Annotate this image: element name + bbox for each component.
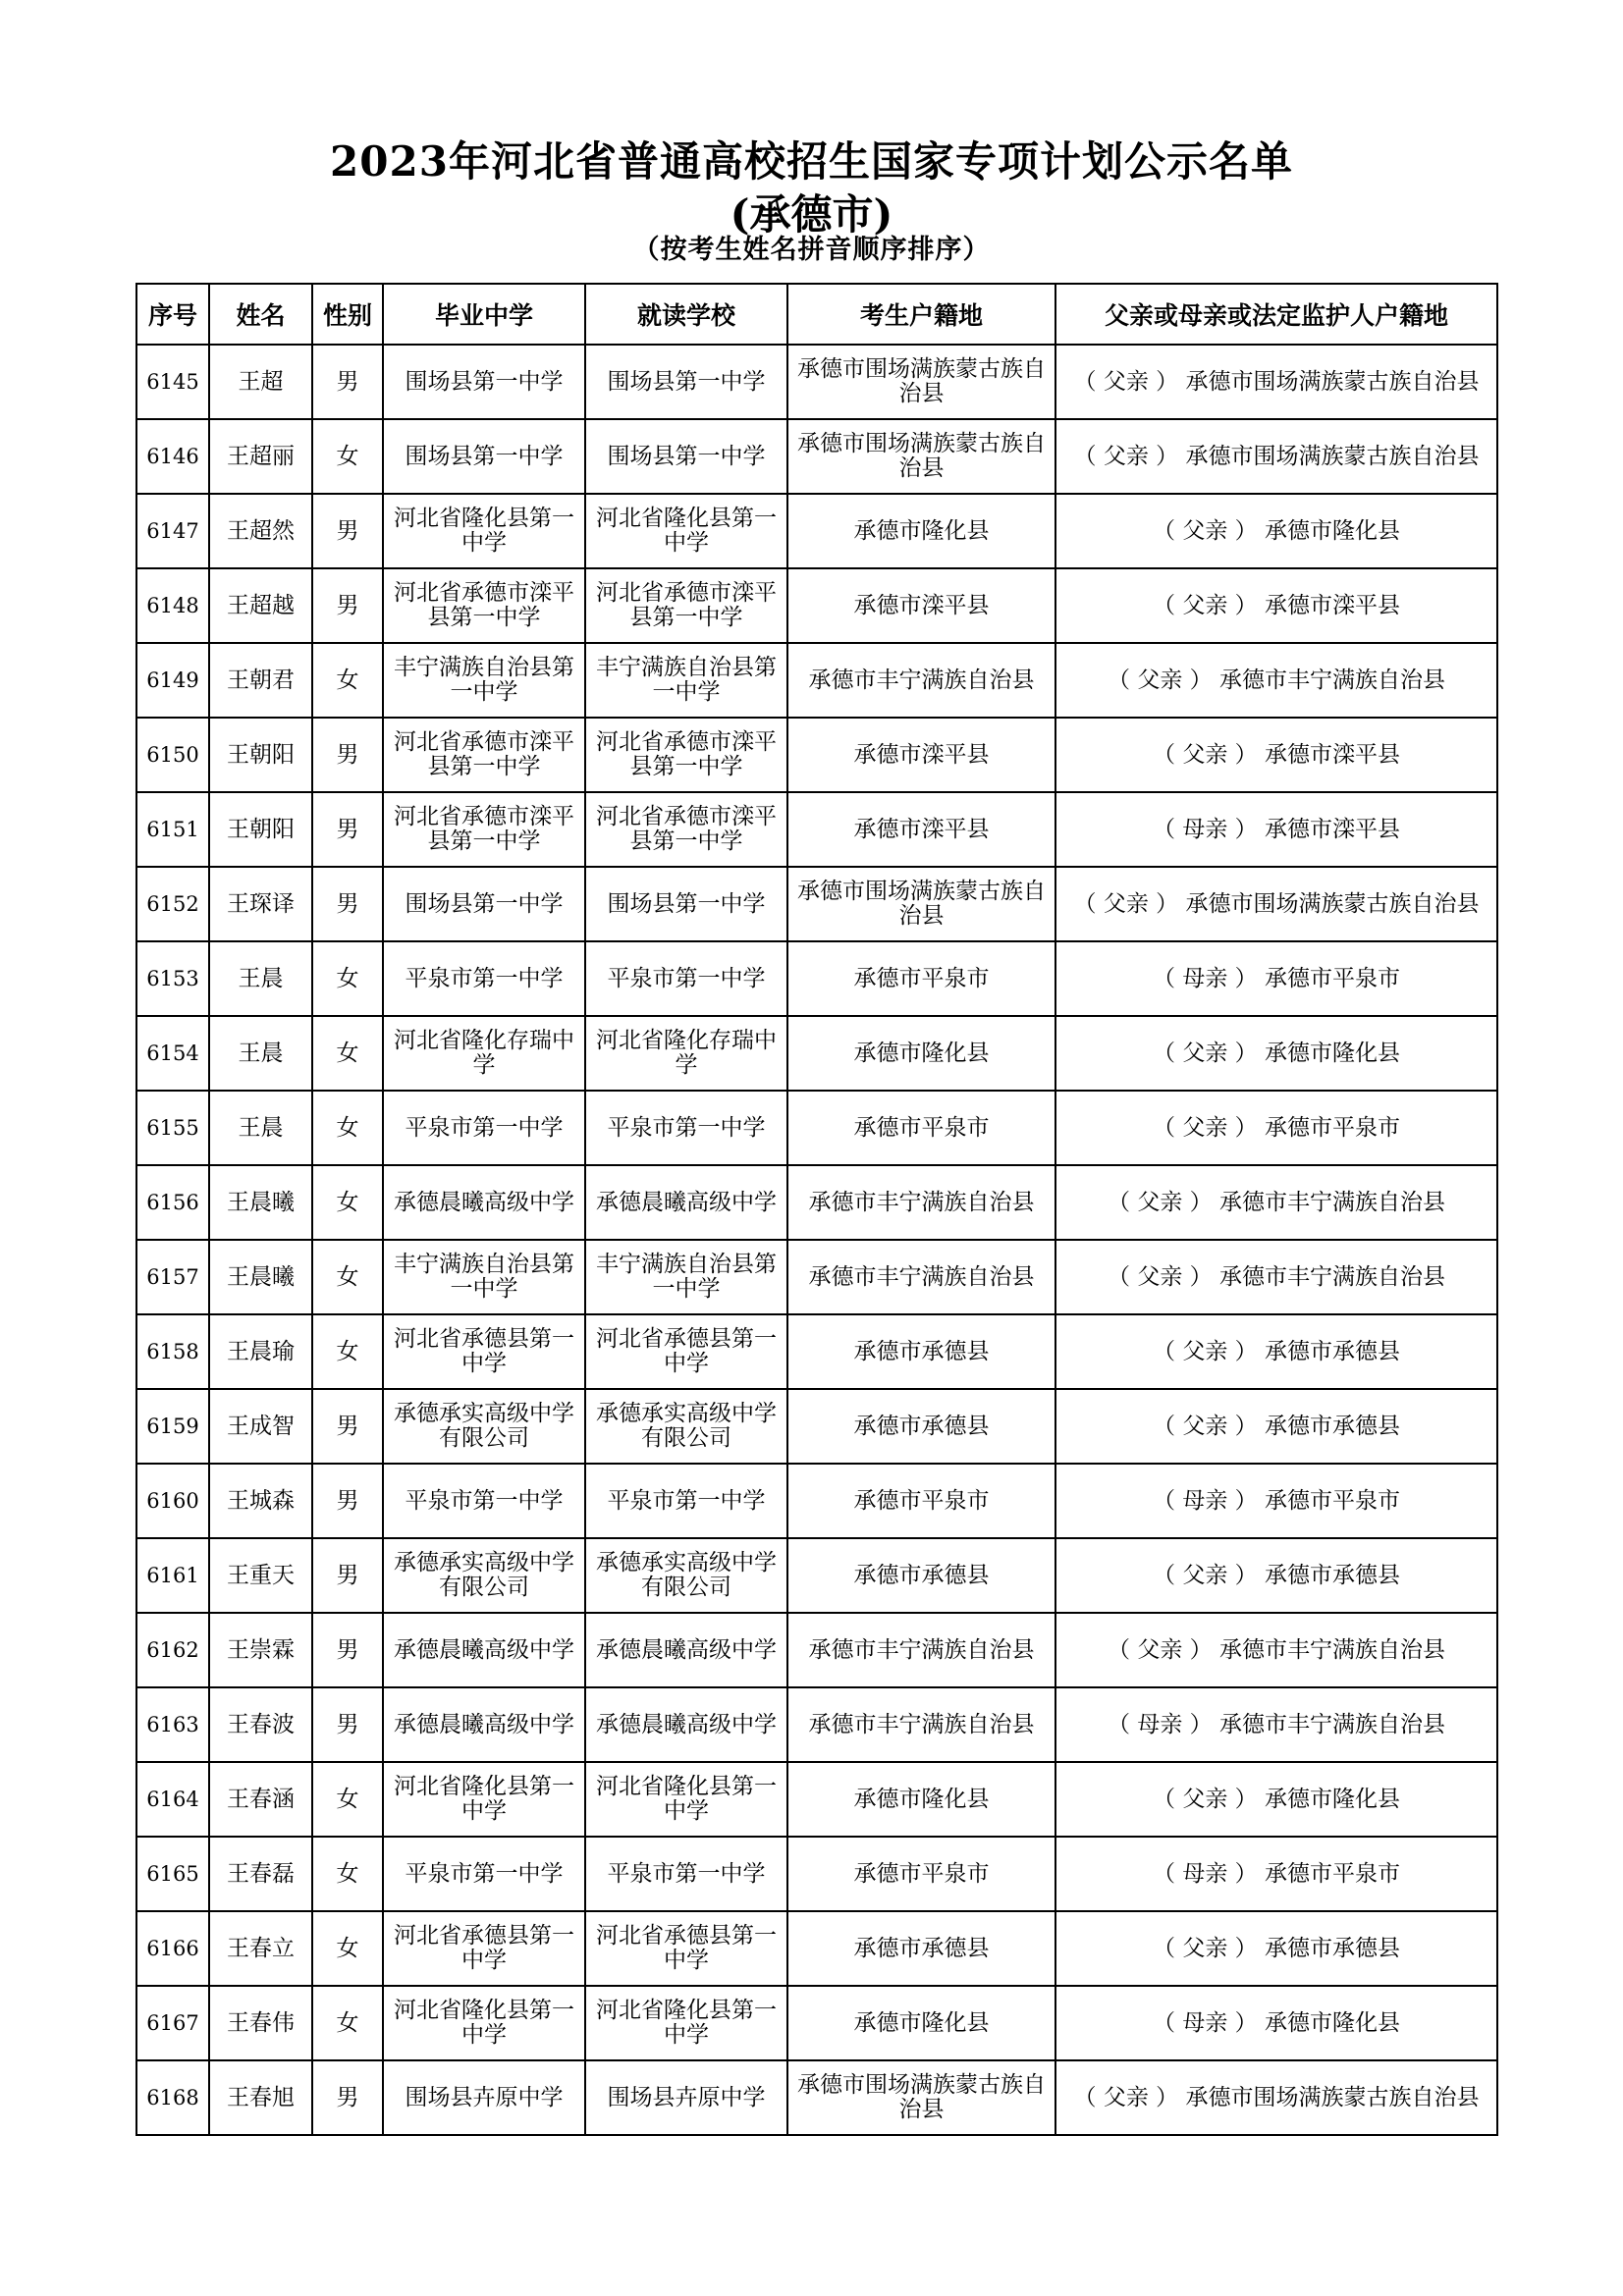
cell-guardian-hukou: （ 父亲 ） 承德市平泉市 xyxy=(1055,1091,1497,1165)
cell-name: 王琛译 xyxy=(209,867,312,941)
cell-gender: 男 xyxy=(312,867,383,941)
cell-hukou: 承德市围场满族蒙古族自治县 xyxy=(787,2060,1055,2135)
cell-guardian-hukou: （ 母亲 ） 承德市平泉市 xyxy=(1055,941,1497,1016)
cell-hukou: 承德市平泉市 xyxy=(787,1464,1055,1538)
cell-study-school: 承德承实高级中学有限公司 xyxy=(585,1389,787,1464)
cell-hukou: 承德市滦平县 xyxy=(787,718,1055,792)
cell-study-school: 河北省隆化县第一中学 xyxy=(585,1762,787,1837)
cell-grad-school: 承德承实高级中学有限公司 xyxy=(383,1389,585,1464)
table-row xyxy=(136,1837,1497,1911)
cell-name: 王超越 xyxy=(209,568,312,643)
cell-seq: 6149 xyxy=(136,643,209,718)
col-header-guardian-hukou: 父亲或母亲或法定监护人户籍地 xyxy=(1055,284,1497,345)
cell-study-school: 河北省承德市滦平县第一中学 xyxy=(585,568,787,643)
cell-name: 王城森 xyxy=(209,1464,312,1538)
cell-grad-school: 河北省隆化县第一中学 xyxy=(383,494,585,568)
cell-name: 王晨瑜 xyxy=(209,1314,312,1389)
cell-guardian-hukou: （ 父亲 ） 承德市围场满族蒙古族自治县 xyxy=(1055,419,1497,494)
cell-gender: 女 xyxy=(312,1091,383,1165)
cell-guardian-hukou: （ 母亲 ） 承德市平泉市 xyxy=(1055,1837,1497,1911)
cell-study-school: 平泉市第一中学 xyxy=(585,1837,787,1911)
cell-study-school: 河北省承德市滦平县第一中学 xyxy=(585,792,787,867)
cell-name: 王朝君 xyxy=(209,643,312,718)
cell-gender: 男 xyxy=(312,494,383,568)
cell-name: 王超然 xyxy=(209,494,312,568)
table-row xyxy=(136,2060,1497,2135)
cell-gender: 女 xyxy=(312,1240,383,1314)
cell-hukou: 承德市围场满族蒙古族自治县 xyxy=(787,419,1055,494)
cell-gender: 男 xyxy=(312,718,383,792)
cell-grad-school: 承德晨曦高级中学 xyxy=(383,1613,585,1687)
cell-grad-school: 平泉市第一中学 xyxy=(383,1464,585,1538)
cell-grad-school: 平泉市第一中学 xyxy=(383,1091,585,1165)
cell-guardian-hukou: （ 父亲 ） 承德市承德县 xyxy=(1055,1538,1497,1613)
page-subtitle: (承德市) xyxy=(730,190,893,239)
cell-study-school: 承德晨曦高级中学 xyxy=(585,1613,787,1687)
cell-gender: 男 xyxy=(312,1687,383,1762)
cell-study-school: 河北省隆化县第一中学 xyxy=(585,1986,787,2060)
cell-grad-school: 承德晨曦高级中学 xyxy=(383,1165,585,1240)
cell-guardian-hukou: （ 母亲 ） 承德市滦平县 xyxy=(1055,792,1497,867)
cell-hukou: 承德市平泉市 xyxy=(787,941,1055,1016)
cell-hukou: 承德市围场满族蒙古族自治县 xyxy=(787,345,1055,419)
cell-gender: 男 xyxy=(312,2060,383,2135)
table-row xyxy=(136,1016,1497,1091)
cell-seq: 6158 xyxy=(136,1314,209,1389)
cell-gender: 男 xyxy=(312,792,383,867)
cell-seq: 6160 xyxy=(136,1464,209,1538)
cell-hukou: 承德市隆化县 xyxy=(787,1016,1055,1091)
cell-name: 王春伟 xyxy=(209,1986,312,2060)
col-header-seq: 序号 xyxy=(136,284,209,345)
cell-study-school: 承德承实高级中学有限公司 xyxy=(585,1538,787,1613)
cell-gender: 男 xyxy=(312,568,383,643)
cell-name: 王晨曦 xyxy=(209,1240,312,1314)
table-row xyxy=(136,1613,1497,1687)
cell-grad-school: 围场县第一中学 xyxy=(383,419,585,494)
cell-name: 王崇霖 xyxy=(209,1613,312,1687)
cell-grad-school: 丰宁满族自治县第一中学 xyxy=(383,1240,585,1314)
table-row xyxy=(136,792,1497,867)
cell-grad-school: 平泉市第一中学 xyxy=(383,941,585,1016)
cell-gender: 女 xyxy=(312,1314,383,1389)
cell-hukou: 承德市隆化县 xyxy=(787,1986,1055,2060)
cell-name: 王超 xyxy=(209,345,312,419)
cell-guardian-hukou: （ 父亲 ） 承德市丰宁满族自治县 xyxy=(1055,643,1497,718)
cell-name: 王晨曦 xyxy=(209,1165,312,1240)
cell-seq: 6167 xyxy=(136,1986,209,2060)
cell-hukou: 承德市丰宁满族自治县 xyxy=(787,1165,1055,1240)
cell-name: 王春立 xyxy=(209,1911,312,1986)
cell-study-school: 平泉市第一中学 xyxy=(585,1091,787,1165)
cell-study-school: 丰宁满族自治县第一中学 xyxy=(585,1240,787,1314)
cell-name: 王重天 xyxy=(209,1538,312,1613)
table-row xyxy=(136,718,1497,792)
cell-name: 王成智 xyxy=(209,1389,312,1464)
cell-seq: 6164 xyxy=(136,1762,209,1837)
table-row xyxy=(136,419,1497,494)
col-header-gender: 性别 xyxy=(312,284,383,345)
table-row xyxy=(136,568,1497,643)
cell-grad-school: 围场县第一中学 xyxy=(383,867,585,941)
table-row xyxy=(136,1687,1497,1762)
cell-study-school: 河北省隆化存瑞中学 xyxy=(585,1016,787,1091)
cell-gender: 女 xyxy=(312,419,383,494)
cell-seq: 6147 xyxy=(136,494,209,568)
cell-grad-school: 平泉市第一中学 xyxy=(383,1837,585,1911)
cell-study-school: 围场县第一中学 xyxy=(585,419,787,494)
cell-seq: 6154 xyxy=(136,1016,209,1091)
page-title: 2023年河北省普通高校招生国家专项计划公示名单 xyxy=(330,137,1293,186)
cell-grad-school: 承德承实高级中学有限公司 xyxy=(383,1538,585,1613)
cell-study-school: 河北省承德县第一中学 xyxy=(585,1314,787,1389)
cell-seq: 6153 xyxy=(136,941,209,1016)
table-row xyxy=(136,345,1497,419)
cell-name: 王超丽 xyxy=(209,419,312,494)
col-header-hukou: 考生户籍地 xyxy=(787,284,1055,345)
cell-hukou: 承德市承德县 xyxy=(787,1389,1055,1464)
cell-gender: 男 xyxy=(312,1538,383,1613)
col-header-study-school: 就读学校 xyxy=(585,284,787,345)
table-header-row xyxy=(136,284,1497,345)
table-row xyxy=(136,1986,1497,2060)
cell-guardian-hukou: （ 父亲 ） 承德市丰宁满族自治县 xyxy=(1055,1165,1497,1240)
table-row xyxy=(136,867,1497,941)
table-row xyxy=(136,1389,1497,1464)
cell-grad-school: 河北省隆化县第一中学 xyxy=(383,1762,585,1837)
cell-gender: 男 xyxy=(312,345,383,419)
cell-seq: 6165 xyxy=(136,1837,209,1911)
cell-study-school: 围场县第一中学 xyxy=(585,345,787,419)
sort-note: （按考生姓名拼音顺序排序） xyxy=(632,235,991,265)
cell-gender: 女 xyxy=(312,1762,383,1837)
cell-hukou: 承德市隆化县 xyxy=(787,494,1055,568)
cell-grad-school: 承德晨曦高级中学 xyxy=(383,1687,585,1762)
cell-guardian-hukou: （ 父亲 ） 承德市滦平县 xyxy=(1055,568,1497,643)
cell-seq: 6150 xyxy=(136,718,209,792)
list-table xyxy=(135,283,1498,2136)
table-row xyxy=(136,1240,1497,1314)
cell-name: 王朝阳 xyxy=(209,792,312,867)
cell-name: 王春涵 xyxy=(209,1762,312,1837)
cell-hukou: 承德市丰宁满族自治县 xyxy=(787,1240,1055,1314)
cell-hukou: 承德市滦平县 xyxy=(787,792,1055,867)
cell-study-school: 河北省承德市滦平县第一中学 xyxy=(585,718,787,792)
cell-guardian-hukou: （ 父亲 ） 承德市隆化县 xyxy=(1055,494,1497,568)
cell-guardian-hukou: （ 母亲 ） 承德市隆化县 xyxy=(1055,1986,1497,2060)
cell-gender: 男 xyxy=(312,1613,383,1687)
cell-guardian-hukou: （ 父亲 ） 承德市围场满族蒙古族自治县 xyxy=(1055,2060,1497,2135)
cell-study-school: 丰宁满族自治县第一中学 xyxy=(585,643,787,718)
cell-gender: 女 xyxy=(312,941,383,1016)
table-row xyxy=(136,1762,1497,1837)
cell-grad-school: 河北省承德县第一中学 xyxy=(383,1911,585,1986)
cell-study-school: 围场县卉原中学 xyxy=(585,2060,787,2135)
cell-seq: 6163 xyxy=(136,1687,209,1762)
cell-hukou: 承德市承德县 xyxy=(787,1538,1055,1613)
cell-name: 王春磊 xyxy=(209,1837,312,1911)
cell-study-school: 河北省承德县第一中学 xyxy=(585,1911,787,1986)
cell-seq: 6157 xyxy=(136,1240,209,1314)
table-row xyxy=(136,643,1497,718)
table-row xyxy=(136,1464,1497,1538)
cell-seq: 6155 xyxy=(136,1091,209,1165)
cell-grad-school: 围场县第一中学 xyxy=(383,345,585,419)
cell-guardian-hukou: （ 父亲 ） 承德市隆化县 xyxy=(1055,1016,1497,1091)
cell-name: 王春旭 xyxy=(209,2060,312,2135)
cell-study-school: 承德晨曦高级中学 xyxy=(585,1165,787,1240)
cell-gender: 女 xyxy=(312,1016,383,1091)
cell-seq: 6145 xyxy=(136,345,209,419)
cell-study-school: 围场县第一中学 xyxy=(585,867,787,941)
cell-seq: 6159 xyxy=(136,1389,209,1464)
cell-guardian-hukou: （ 父亲 ） 承德市滦平县 xyxy=(1055,718,1497,792)
cell-gender: 女 xyxy=(312,643,383,718)
cell-grad-school: 河北省承德市滦平县第一中学 xyxy=(383,718,585,792)
cell-grad-school: 围场县卉原中学 xyxy=(383,2060,585,2135)
cell-guardian-hukou: （ 父亲 ） 承德市丰宁满族自治县 xyxy=(1055,1613,1497,1687)
cell-guardian-hukou: （ 父亲 ） 承德市围场满族蒙古族自治县 xyxy=(1055,345,1497,419)
table-row xyxy=(136,1911,1497,1986)
cell-study-school: 河北省隆化县第一中学 xyxy=(585,494,787,568)
cell-study-school: 承德晨曦高级中学 xyxy=(585,1687,787,1762)
cell-name: 王朝阳 xyxy=(209,718,312,792)
cell-seq: 6162 xyxy=(136,1613,209,1687)
cell-guardian-hukou: （ 父亲 ） 承德市承德县 xyxy=(1055,1389,1497,1464)
cell-grad-school: 河北省隆化存瑞中学 xyxy=(383,1016,585,1091)
cell-gender: 男 xyxy=(312,1389,383,1464)
cell-seq: 6168 xyxy=(136,2060,209,2135)
cell-gender: 男 xyxy=(312,1464,383,1538)
cell-hukou: 承德市平泉市 xyxy=(787,1837,1055,1911)
cell-name: 王晨 xyxy=(209,1091,312,1165)
cell-hukou: 承德市滦平县 xyxy=(787,568,1055,643)
cell-hukou: 承德市围场满族蒙古族自治县 xyxy=(787,867,1055,941)
cell-seq: 6152 xyxy=(136,867,209,941)
cell-grad-school: 河北省承德市滦平县第一中学 xyxy=(383,568,585,643)
cell-gender: 女 xyxy=(312,1911,383,1986)
cell-hukou: 承德市丰宁满族自治县 xyxy=(787,643,1055,718)
cell-seq: 6148 xyxy=(136,568,209,643)
cell-hukou: 承德市平泉市 xyxy=(787,1091,1055,1165)
cell-hukou: 承德市丰宁满族自治县 xyxy=(787,1613,1055,1687)
cell-study-school: 平泉市第一中学 xyxy=(585,1464,787,1538)
col-header-grad-school: 毕业中学 xyxy=(383,284,585,345)
table-row xyxy=(136,1314,1497,1389)
cell-name: 王晨 xyxy=(209,941,312,1016)
cell-guardian-hukou: （ 父亲 ） 承德市隆化县 xyxy=(1055,1762,1497,1837)
cell-seq: 6146 xyxy=(136,419,209,494)
cell-gender: 女 xyxy=(312,1165,383,1240)
cell-guardian-hukou: （ 母亲 ） 承德市丰宁满族自治县 xyxy=(1055,1687,1497,1762)
cell-hukou: 承德市隆化县 xyxy=(787,1762,1055,1837)
table-row xyxy=(136,1091,1497,1165)
table-row xyxy=(136,1165,1497,1240)
cell-guardian-hukou: （ 父亲 ） 承德市围场满族蒙古族自治县 xyxy=(1055,867,1497,941)
cell-hukou: 承德市承德县 xyxy=(787,1911,1055,1986)
cell-seq: 6156 xyxy=(136,1165,209,1240)
col-header-name: 姓名 xyxy=(209,284,312,345)
cell-gender: 女 xyxy=(312,1837,383,1911)
cell-grad-school: 丰宁满族自治县第一中学 xyxy=(383,643,585,718)
cell-name: 王春波 xyxy=(209,1687,312,1762)
table-row xyxy=(136,941,1497,1016)
cell-grad-school: 河北省承德县第一中学 xyxy=(383,1314,585,1389)
cell-study-school: 平泉市第一中学 xyxy=(585,941,787,1016)
cell-grad-school: 河北省隆化县第一中学 xyxy=(383,1986,585,2060)
cell-hukou: 承德市丰宁满族自治县 xyxy=(787,1687,1055,1762)
cell-guardian-hukou: （ 母亲 ） 承德市平泉市 xyxy=(1055,1464,1497,1538)
cell-seq: 6151 xyxy=(136,792,209,867)
cell-guardian-hukou: （ 父亲 ） 承德市承德县 xyxy=(1055,1314,1497,1389)
cell-grad-school: 河北省承德市滦平县第一中学 xyxy=(383,792,585,867)
cell-hukou: 承德市承德县 xyxy=(787,1314,1055,1389)
cell-gender: 女 xyxy=(312,1986,383,2060)
cell-name: 王晨 xyxy=(209,1016,312,1091)
cell-guardian-hukou: （ 父亲 ） 承德市丰宁满族自治县 xyxy=(1055,1240,1497,1314)
table-row xyxy=(136,494,1497,568)
cell-guardian-hukou: （ 父亲 ） 承德市承德县 xyxy=(1055,1911,1497,1986)
cell-seq: 6166 xyxy=(136,1911,209,1986)
cell-seq: 6161 xyxy=(136,1538,209,1613)
table-row xyxy=(136,1538,1497,1613)
